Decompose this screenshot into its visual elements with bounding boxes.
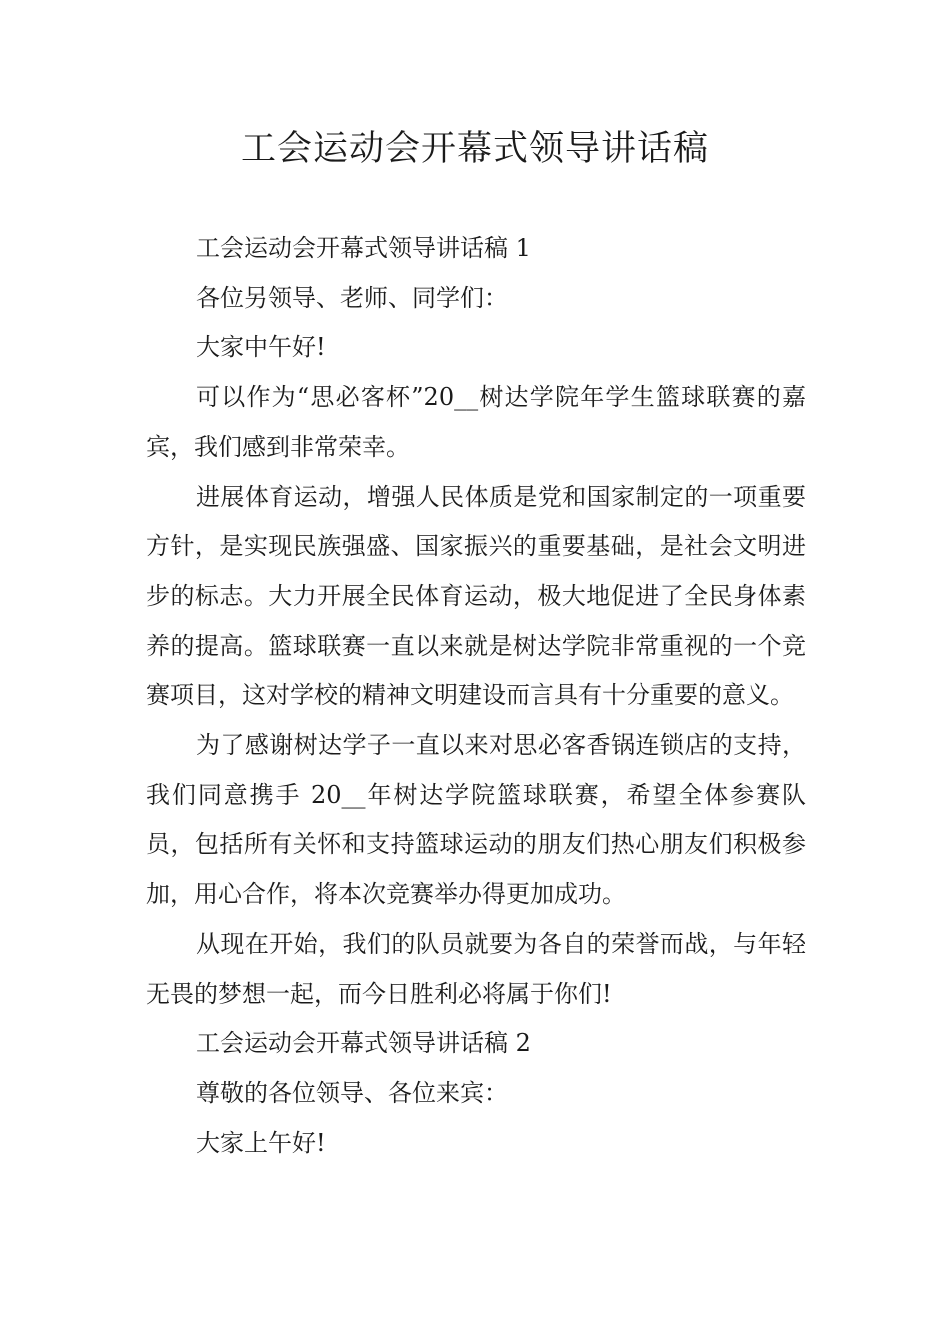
paragraph-salutation-2: 尊敬的各位领导、各位来宾： [196,1078,508,1107]
paragraph: 可以作为“思必客杯”20__树达学院年学生篮球联赛的嘉宾，我们感到非常荣幸。 [146,383,806,461]
paragraph-heading-2: 工会运动会开幕式领导讲话稿 2 [196,1029,531,1058]
paragraph-salutation-1: 各位另领导、老师、同学们： [196,283,508,312]
document-body [146,224,806,1168]
paragraph: 进展体育运动，增强人民体质是党和国家制定的一项重要方针，是实现民族强盛、国家振兴的重要基础，是社会文明进步的标志。大力开展全民体育运动，极大地促进了全民身体素养的提高。篮球联赛一直以来就是树达学院非常重视的一个竞赛项目，这对学校的精神文明建设而言具有十分重要的意义。 [146,482,806,710]
paragraph-greeting-2: 大家上午好! [196,1128,326,1157]
document-title: 工会运动会开幕式领导讲话稿 [240,129,709,169]
paragraph: 从现在开始，我们的队员就要为各自的荣誉而战，与年轻无畏的梦想一起，而今日胜利必将属于你们! [146,929,806,1008]
paragraph-heading-1: 工会运动会开幕式领导讲话稿 1 [196,234,531,262]
paragraph: 为了感谢树达学子一直以来对思必客香锅连锁店的支持，我们同意携手 20__年树达学院篮球联赛，希望全体参赛队员，包括所有关怀和支持篮球运动的朋友们热心朋友们积极参加，用心合作，将本次竞赛举办得更加成功。 [146,731,806,909]
paragraph-greeting-1: 大家中午好! [196,333,326,362]
